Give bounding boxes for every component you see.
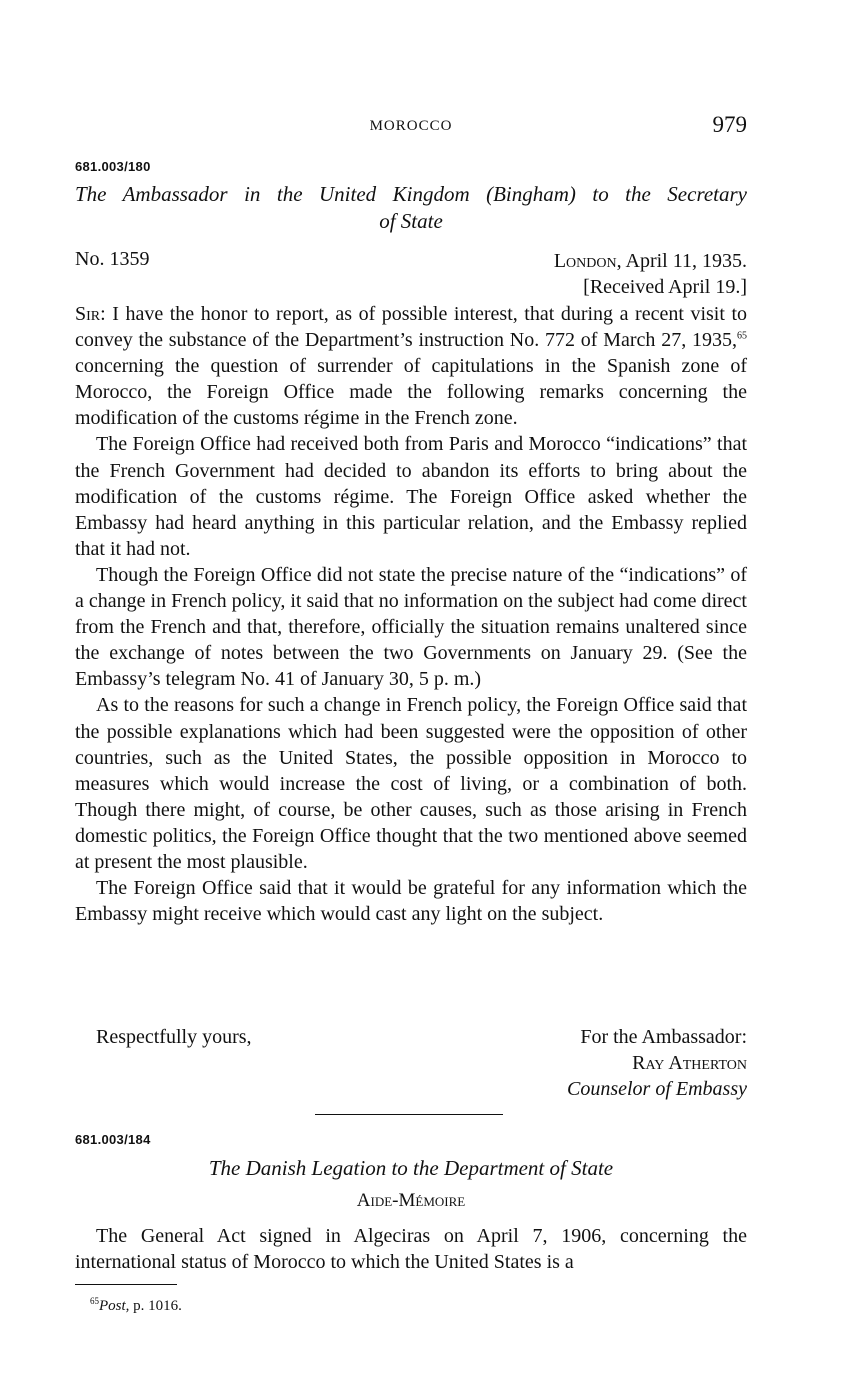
received-date: [Received April 19.] bbox=[583, 276, 747, 298]
signature-block bbox=[567, 1024, 747, 1102]
dateline-place: London bbox=[553, 250, 617, 272]
file-number-1: 681.003/180 bbox=[75, 159, 151, 174]
page-number: 979 bbox=[712, 112, 747, 137]
document-title-1 bbox=[75, 181, 747, 235]
dateline-date: , April 11, 1935. bbox=[616, 250, 747, 272]
paragraph-1-text-b: concerning the question of surrender of capitulations in the Spanish zone of Morocco, the Foreign Office made the following remarks concerning the modification of the customs régime in the French zone. bbox=[75, 355, 747, 430]
paragraph-3: Though the Foreign Office did not state the precise nature of the “indications” of a change in French policy, it said that no information on the subject had come direct from the French and that, therefore, officially the situation remains unaltered since the exchange of notes between the two Governments on January 29. (See the Embassy’s telegram No. 41 of January 30, 5 p. m.) bbox=[75, 563, 747, 691]
footnote-marker: 65 bbox=[90, 1296, 99, 1306]
footnote-divider bbox=[75, 1284, 177, 1285]
salutation: Sir bbox=[75, 303, 101, 325]
section-divider bbox=[315, 1114, 503, 1115]
running-header bbox=[75, 112, 747, 142]
running-title: MOROCCO bbox=[369, 118, 453, 134]
footnote-ref: Post, bbox=[99, 1298, 130, 1314]
paragraph-1 bbox=[75, 301, 747, 431]
paragraph-5: The Foreign Office said that it would be grateful for any information which the Embassy might receive which would cast any light on the subject. bbox=[75, 877, 747, 926]
footnote-page: p. 1016. bbox=[129, 1298, 182, 1314]
aide-memoire-paragraph: The General Act signed in Algeciras on April 7, 1906, concerning the international status of Morocco to which the United States is a bbox=[75, 1225, 747, 1274]
paragraph-2: The Foreign Office had received both from Paris and Morocco “indications” that the French Government had decided to abandon its efforts to bring about the modification of the customs régime. The Foreign Office asked whether the Embassy had heard anything in this particular relation, and the Embassy replied that it had not. bbox=[75, 433, 747, 560]
despatch-number: No. 1359 bbox=[75, 248, 150, 270]
paragraph-4: As to the reasons for such a change in French policy, the Foreign Office said that the possible explanations which had been suggested were the opposition of other countries, such as the United States, the possible opposition in Morocco to measures which would increase the cost of living, or a combination of both. Though there might, of course, be other causes, such as those arising in French domestic politics, the Foreign Office thought that the two mentioned above seemed at present the most plausible. bbox=[75, 694, 747, 873]
aide-memoire-heading: Aide-Mémoire bbox=[356, 1190, 466, 1211]
letter-body bbox=[75, 301, 747, 927]
aide-memoire-body bbox=[75, 1223, 747, 1275]
signer-name: Ray Atherton bbox=[632, 1052, 747, 1075]
title-line-2: of State bbox=[379, 209, 443, 233]
complimentary-close: Respectfully yours, bbox=[96, 1026, 252, 1048]
title-line-1: The Ambassador in the United Kingdom (Bingham) to the Secretary bbox=[75, 182, 747, 206]
file-number-2: 681.003/184 bbox=[75, 1132, 151, 1147]
document-title-2: The Danish Legation to the Department of State bbox=[208, 1156, 614, 1180]
footnote bbox=[90, 1296, 182, 1315]
signer-title: Counselor of Embassy bbox=[567, 1078, 747, 1101]
footnote-reference: 65 bbox=[737, 330, 747, 342]
paragraph-1-text-a: : I have the honor to report, as of possible interest, that during a recent visit to convey the substance of the Department’s instruction No. 772 of March 27, 1935, bbox=[75, 303, 747, 352]
for-line: For the Ambassador: bbox=[580, 1026, 747, 1048]
dateline bbox=[554, 248, 747, 300]
